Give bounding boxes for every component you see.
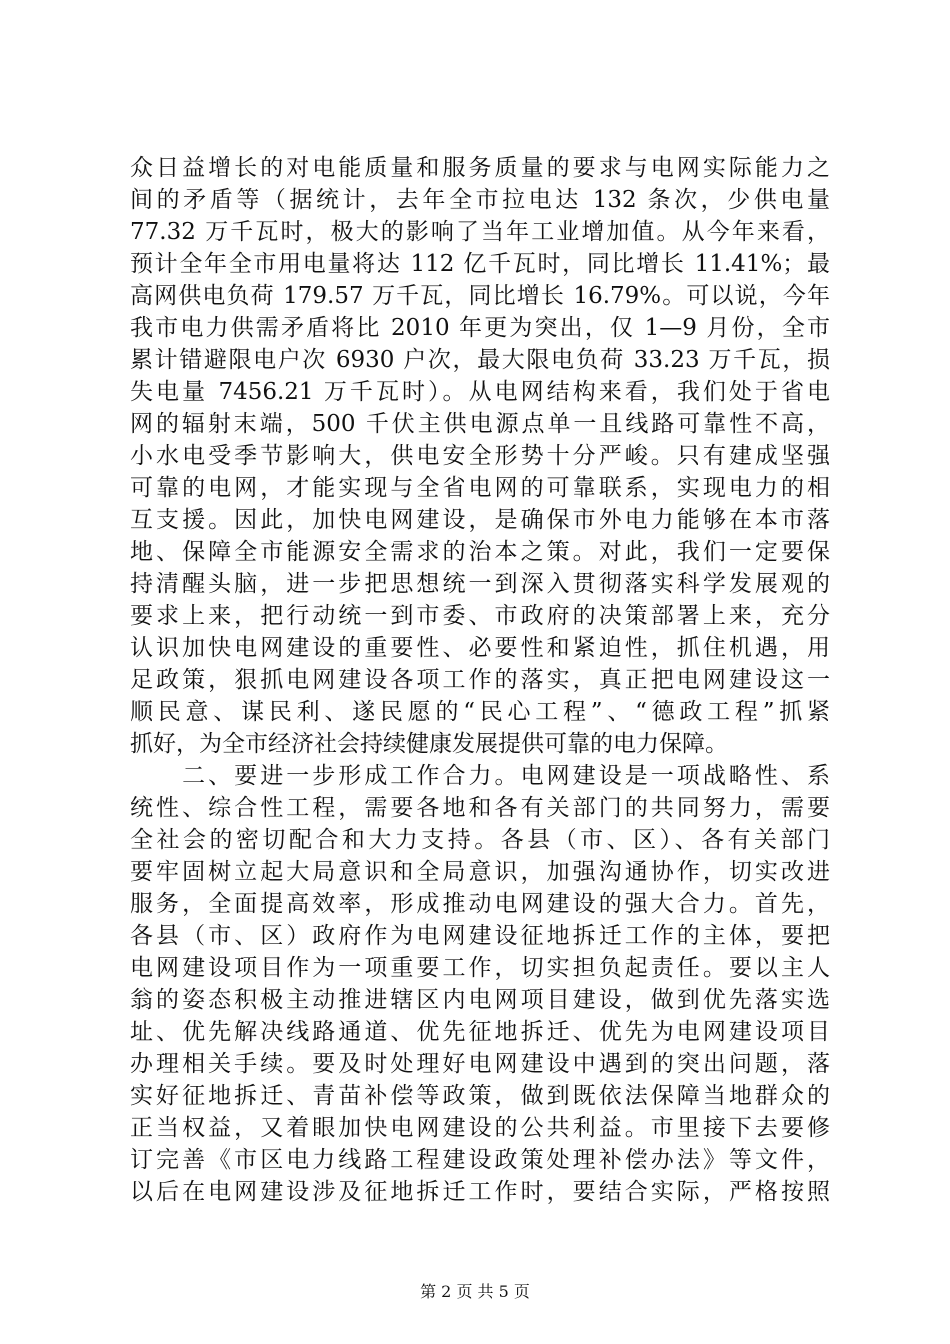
text-line: 地、保障全市能源安全需求的治本之策。对此，我们一定要保 (130, 539, 830, 565)
text-line: 失电量 7456.21 万千瓦时）。从电网结构来看，我们处于省电 (130, 379, 830, 405)
text-line: 持清醒头脑，进一步把思想统一到深入贯彻落实科学发展观的 (130, 571, 830, 597)
text-line: 二、要进一步形成工作合力。电网建设是一项战略性、系 (130, 763, 830, 789)
text-line: 可靠的电网，才能实现与全省电网的可靠联系，实现电力的相 (130, 475, 830, 501)
text-line: 间的矛盾等（据统计，去年全市拉电达 132 条次，少供电量 (130, 187, 830, 213)
page-footer (0, 1282, 950, 1302)
text-line: 全社会的密切配合和大力支持。各县（市、区）、各有关部门 (130, 827, 830, 853)
text-line: 互支援。因此，加快电网建设，是确保市外电力能够在本市落 (130, 507, 830, 533)
page-number: 第 2 页 共 5 页 (420, 1282, 530, 1301)
text-line: 预计全年全市用电量将达 112 亿千瓦时，同比增长 11.41%；最 (130, 251, 830, 277)
text-line: 小水电受季节影响大，供电安全形势十分严峻。只有建成坚强 (130, 443, 830, 469)
text-line: 要求上来，把行动统一到市委、市政府的决策部署上来，充分 (130, 603, 830, 629)
text-line: 各县（市、区）政府作为电网建设征地拆迁工作的主体，要把 (130, 923, 830, 949)
text-line: 足政策，狠抓电网建设各项工作的落实，真正把电网建设这一 (130, 667, 830, 693)
text-line: 服务，全面提高效率，形成推动电网建设的强大合力。首先， (130, 891, 830, 917)
text-line: 众日益增长的对电能质量和服务质量的要求与电网实际能力之 (130, 155, 830, 181)
text-line: 实好征地拆迁、青苗补偿等政策，做到既依法保障当地群众的 (130, 1083, 830, 1109)
text-line: 抓好，为全市经济社会持续健康发展提供可靠的电力保障。 (130, 731, 728, 757)
text-line: 顺民意、谋民利、遂民愿的“民心工程”、“德政工程”抓紧 (130, 699, 830, 725)
text-line: 正当权益，又着眼加快电网建设的公共利益。市里接下去要修 (130, 1115, 830, 1141)
text-line: 统性、综合性工程，需要各地和各有关部门的共同努力，需要 (130, 795, 830, 821)
text-line: 电网建设项目作为一项重要工作，切实担负起责任。要以主人 (130, 955, 830, 981)
text-line: 累计错避限电户次 6930 户次，最大限电负荷 33.23 万千瓦，损 (130, 347, 830, 373)
text-line: 我市电力供需矛盾将比 2010 年更为突出，仅 1—9 月份，全市 (130, 315, 830, 341)
body-text (130, 152, 830, 1208)
text-line: 网的辐射末端，500 千伏主供电源点单一且线路可靠性不高， (130, 411, 830, 437)
text-line: 订完善《市区电力线路工程建设政策处理补偿办法》等文件， (130, 1147, 830, 1173)
text-line: 高网供电负荷 179.57 万千瓦，同比增长 16.79%。可以说，今年 (130, 283, 830, 309)
text-line: 认识加快电网建设的重要性、必要性和紧迫性，抓住机遇，用 (130, 635, 830, 661)
text-line: 址、优先解决线路通道、优先征地拆迁、优先为电网建设项目 (130, 1019, 830, 1045)
text-line: 以后在电网建设涉及征地拆迁工作时，要结合实际，严格按照 (130, 1179, 830, 1205)
text-line: 翁的姿态积极主动推进辖区内电网项目建设，做到优先落实选 (130, 987, 830, 1013)
text-line: 77.32 万千瓦时，极大的影响了当年工业增加值。从今年来看， (130, 219, 830, 245)
text-line: 办理相关手续。要及时处理好电网建设中遇到的突出问题，落 (130, 1051, 830, 1077)
text-line: 要牢固树立起大局意识和全局意识，加强沟通协作，切实改进 (130, 859, 830, 885)
